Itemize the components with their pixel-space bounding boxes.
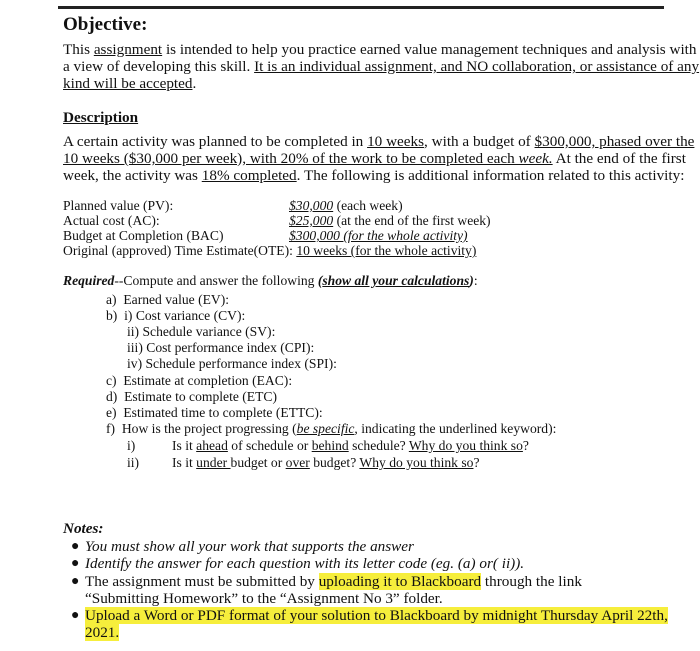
note-3-cont: “Submitting Homework” to the “Assignment No 3” folder.	[85, 590, 443, 607]
text: 10 weeks ($30,000 per week), with 20% of the work to be completed each	[63, 150, 519, 167]
objective-line-3	[63, 75, 196, 92]
text: A certain activity was planned to be completed in	[63, 133, 368, 150]
ac-value	[289, 213, 491, 229]
highlighted-text: Upload a Word or PDF format of your solution to Blackboard by midnight Thursday April 22th,	[85, 607, 668, 624]
required-line	[63, 273, 478, 289]
text: be specific	[296, 421, 355, 436]
text: assignment	[93, 41, 163, 58]
text: behind	[311, 438, 349, 453]
text: Why do you think so	[359, 455, 474, 470]
notes-heading: Notes:	[63, 520, 104, 537]
text: $25,000	[289, 213, 334, 228]
text: $300,000, phased over the	[534, 133, 695, 150]
bullet-icon: ●	[71, 574, 80, 589]
text: over	[285, 455, 310, 470]
ote-line	[63, 243, 476, 259]
text: At the end of the first	[552, 150, 686, 167]
objective-line-2	[63, 58, 699, 75]
note-1	[71, 538, 414, 555]
note-3	[71, 573, 582, 590]
sub-ii-number: ii)	[127, 455, 140, 470]
text: a view of developing this skill.	[63, 58, 255, 75]
text: Original (approved) Time Estimate(OTE):	[63, 243, 297, 258]
text: ?	[473, 455, 480, 470]
pv-value	[289, 198, 403, 214]
item-b-i: b) i) Cost variance (CV):	[106, 308, 246, 323]
description-line-2	[63, 150, 686, 167]
description-line-3	[63, 167, 684, 184]
ac-label: Actual cost (AC):	[63, 213, 160, 228]
highlighted-text: uploading it to Blackboard	[318, 573, 482, 590]
text: , with a budget of	[424, 133, 535, 150]
text: Required	[63, 273, 115, 288]
text: f) How is the project progressing (	[106, 421, 297, 436]
note-4	[71, 607, 668, 624]
text: The assignment must be submitted by	[85, 573, 319, 590]
text: 10 weeks	[367, 133, 425, 150]
text: show all your calculations	[322, 273, 470, 288]
sub-ii-text	[172, 455, 480, 471]
text: week.	[518, 150, 553, 167]
text: Why do you think so	[408, 438, 523, 453]
sub-i-text	[172, 438, 529, 454]
text: --Compute and answer the following	[114, 273, 318, 288]
item-d: d) Estimate to complete (ETC)	[106, 389, 278, 404]
text: (each week)	[333, 198, 403, 213]
sub-i-number: i)	[127, 438, 136, 453]
item-c: c) Estimate at completion (EAC):	[106, 373, 293, 388]
objective-heading: Objective:	[63, 14, 148, 35]
text: ahead	[196, 438, 228, 453]
text: Identify the answer for each question with its letter code (eg. (a) or( ii)).	[85, 555, 525, 572]
item-b-iv: iv) Schedule performance index (SPI):	[127, 356, 337, 371]
text: (	[317, 273, 323, 288]
text: budget or	[230, 455, 286, 470]
text: It is an individual assignment, and NO collaboration, or assistance of any	[254, 58, 700, 75]
text: )	[469, 273, 474, 288]
text: schedule?	[348, 438, 409, 453]
text: Is it	[172, 438, 197, 453]
text: is intended to help you practice earned value management techniques and analysis with	[162, 41, 697, 58]
text: budget?	[309, 455, 360, 470]
item-f	[106, 421, 556, 437]
pv-label: Planned value (PV):	[63, 198, 174, 213]
description-heading: Description	[63, 109, 139, 126]
text: Is it	[172, 455, 197, 470]
text: $30,000	[289, 198, 334, 213]
item-b-iii: iii) Cost performance index (CPI):	[127, 340, 315, 355]
text: You must show all your work that supports the answer	[85, 538, 414, 555]
bullet-icon: ●	[71, 539, 80, 554]
item-a: a) Earned value (EV):	[106, 292, 230, 307]
text: .	[192, 75, 197, 92]
bac-value	[289, 228, 468, 244]
text: $300,000 (for the whole activity)	[289, 228, 468, 243]
text: kind will be accepted	[63, 75, 193, 92]
text: 10 weeks (for the whole activity)	[296, 243, 477, 258]
objective-line-1	[63, 41, 697, 58]
text: , indicating the underlined keyword):	[354, 421, 557, 436]
description-line-1	[63, 133, 694, 150]
text: through the link	[481, 573, 582, 590]
text: This	[63, 41, 94, 58]
text: under	[196, 455, 231, 470]
text: :	[473, 273, 478, 288]
note-2	[71, 555, 525, 572]
bullet-icon: ●	[71, 556, 80, 571]
text: ?	[522, 438, 529, 453]
bac-label: Budget at Completion (BAC)	[63, 228, 224, 243]
text: of schedule or	[227, 438, 312, 453]
item-e: e) Estimated time to complete (ETTC):	[106, 405, 323, 420]
text: 18% completed	[201, 167, 297, 184]
bullet-icon: ●	[71, 608, 80, 623]
text: (at the end of the first week)	[333, 213, 491, 228]
text: . The following is additional information related to this activity:	[296, 167, 685, 184]
highlighted-text: 2021.	[85, 624, 120, 641]
note-4-cont	[85, 624, 119, 641]
top-rule	[58, 6, 664, 9]
item-b-ii: ii) Schedule variance (SV):	[127, 324, 276, 339]
text: week, the activity was	[63, 167, 202, 184]
